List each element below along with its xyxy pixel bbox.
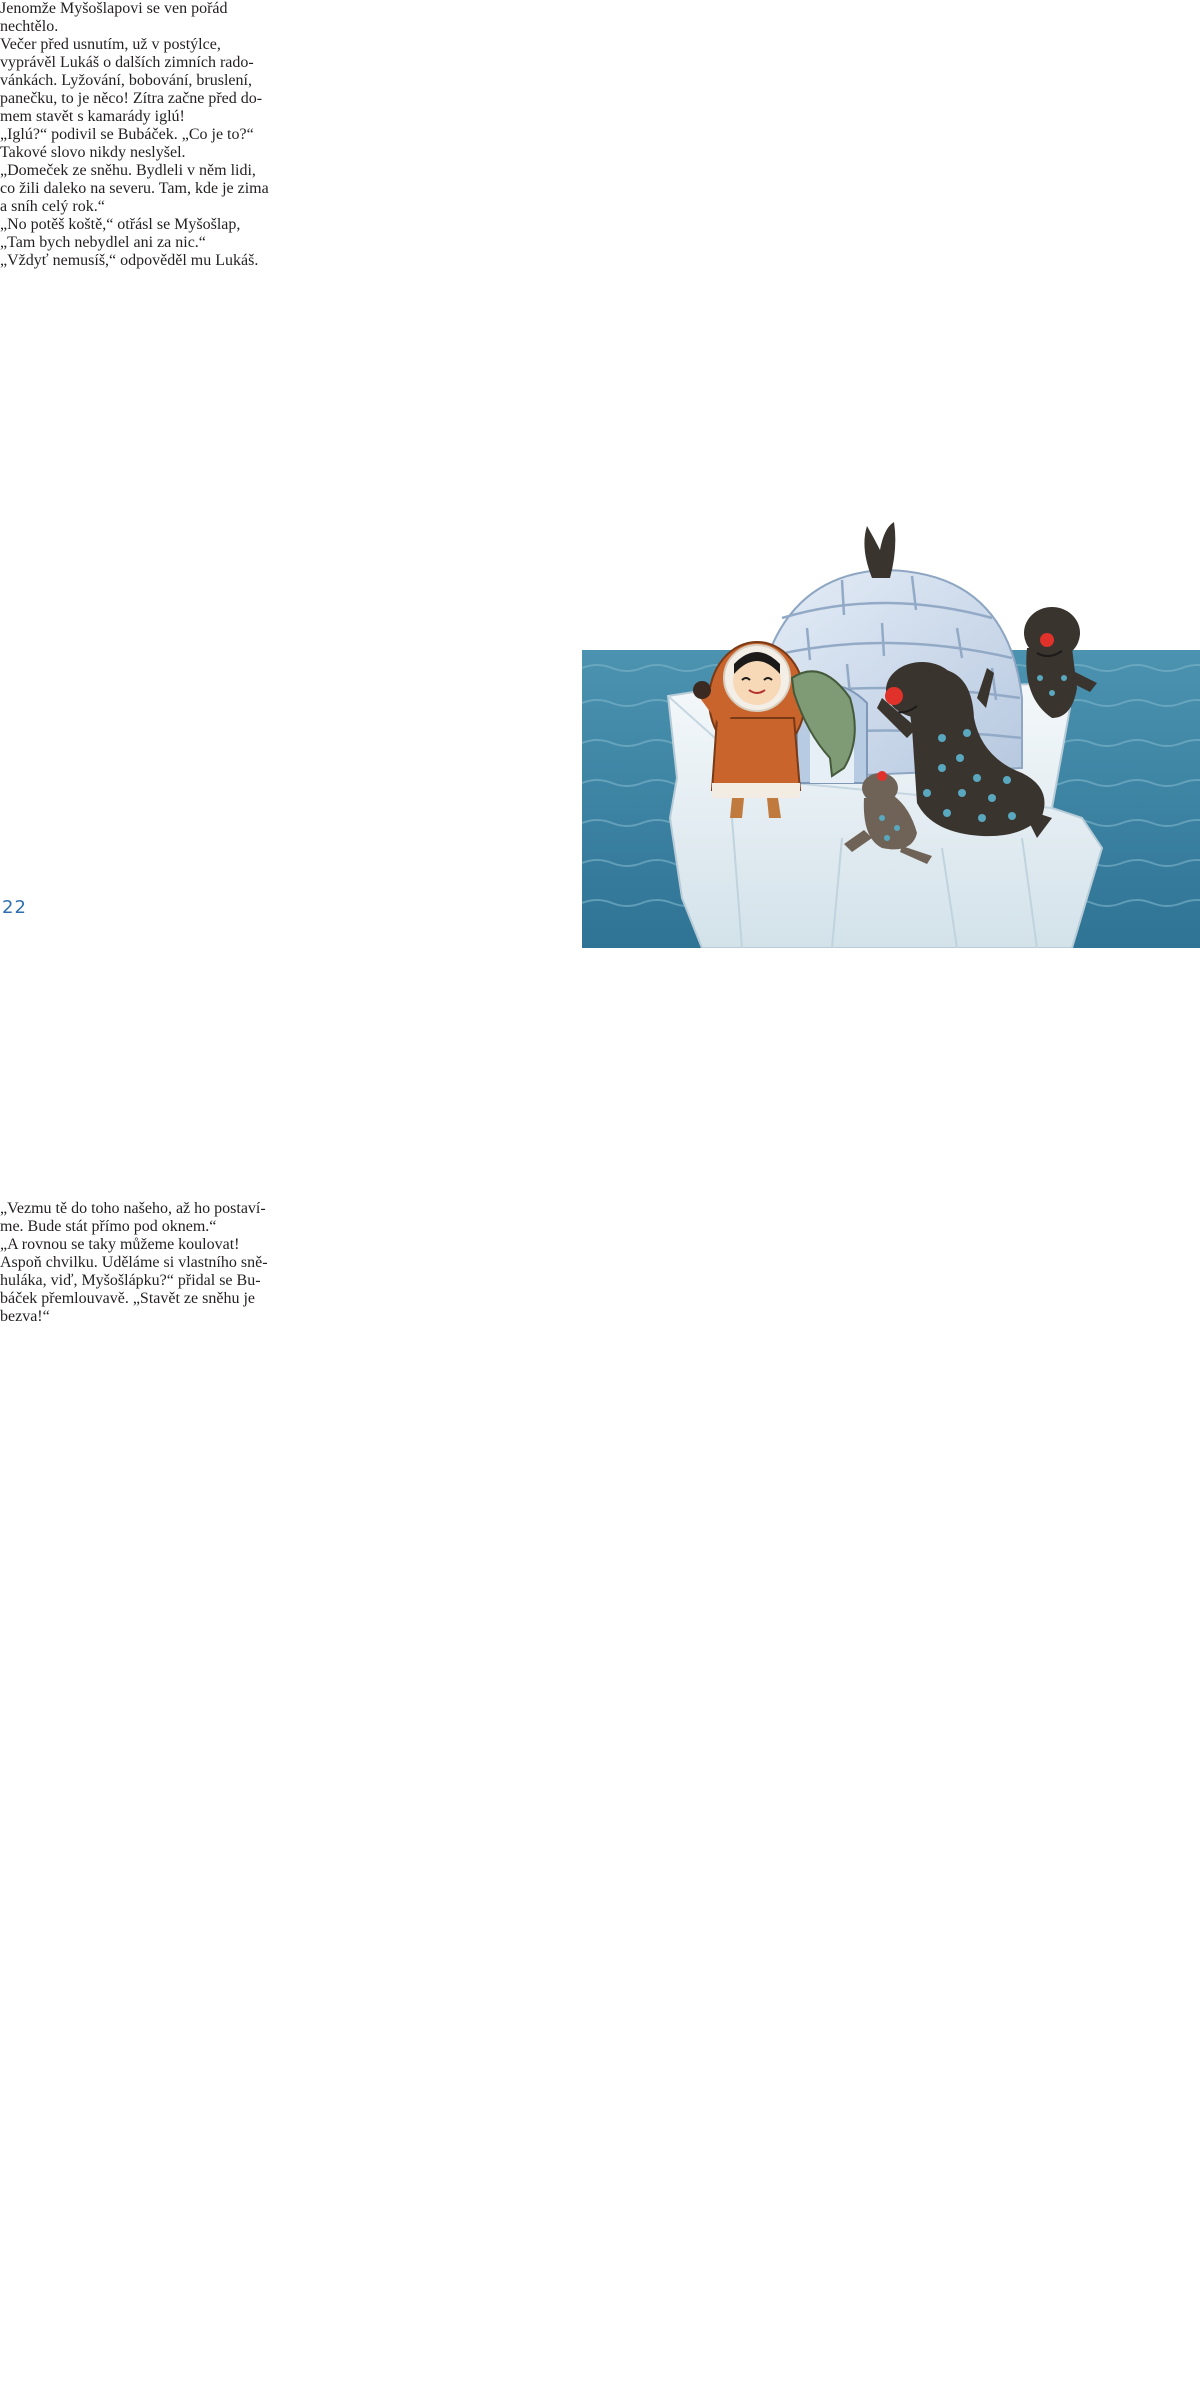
text-line: „No potěš koště,“ otřásl se Myšošlap, (0, 216, 241, 233)
text-line: Večer před usnutím, už v postýlce, (0, 36, 221, 53)
text-line: „Domeček ze sněhu. Bydleli v něm lidi, (0, 162, 256, 179)
right-page-text (0, 1200, 1200, 2400)
text-line: „Iglú?“ podivil se Bubáček. „Co je to?“ (0, 126, 254, 143)
text-line: Takové slovo nikdy neslyšel. (0, 144, 186, 161)
text-line: co žili daleko na severu. Tam, kde je zima (0, 180, 269, 197)
illustration (582, 518, 1200, 948)
page-number: 22 (2, 897, 27, 918)
text-line: „Vždyť nemusíš,“ odpověděl mu Lukáš. (0, 252, 259, 269)
text-line: nechtělo. (0, 18, 59, 35)
text-line: bezva!“ (0, 1308, 50, 1325)
text-line: Aspoň chvilku. Uděláme si vlastního sně- (0, 1254, 268, 1271)
text-line: „A rovnou se taky můžeme koulovat! (0, 1236, 240, 1253)
text-line: „Tam bych nebydlel ani za nic.“ (0, 234, 206, 251)
text-line: báček přemlouvavě. „Stavět ze sněhu je (0, 1290, 255, 1307)
text-line: panečku, to je něco! Zítra začne před do- (0, 90, 263, 107)
igloo-illustration (582, 518, 1200, 948)
text-line: mem stavět s kamarády iglú! (0, 108, 185, 125)
seal-flipper (864, 522, 895, 578)
text-line: vyprávěl Lukáš o dalších zimních rado- (0, 54, 254, 71)
left-page-text (0, 0, 560, 1200)
text-line: me. Bude stát přímo pod oknem.“ (0, 1218, 217, 1235)
text-line: „Vezmu tě do toho našeho, až ho postaví- (0, 1200, 266, 1217)
text-line: a sníh celý rok.“ (0, 198, 105, 215)
text-line: huláka, viď, Myšošlápku?“ přidal se Bu- (0, 1272, 261, 1289)
text-line: Jenomže Myšošlapovi se ven pořád (0, 0, 228, 17)
text-line: vánkách. Lyžování, bobování, bruslení, (0, 72, 252, 89)
